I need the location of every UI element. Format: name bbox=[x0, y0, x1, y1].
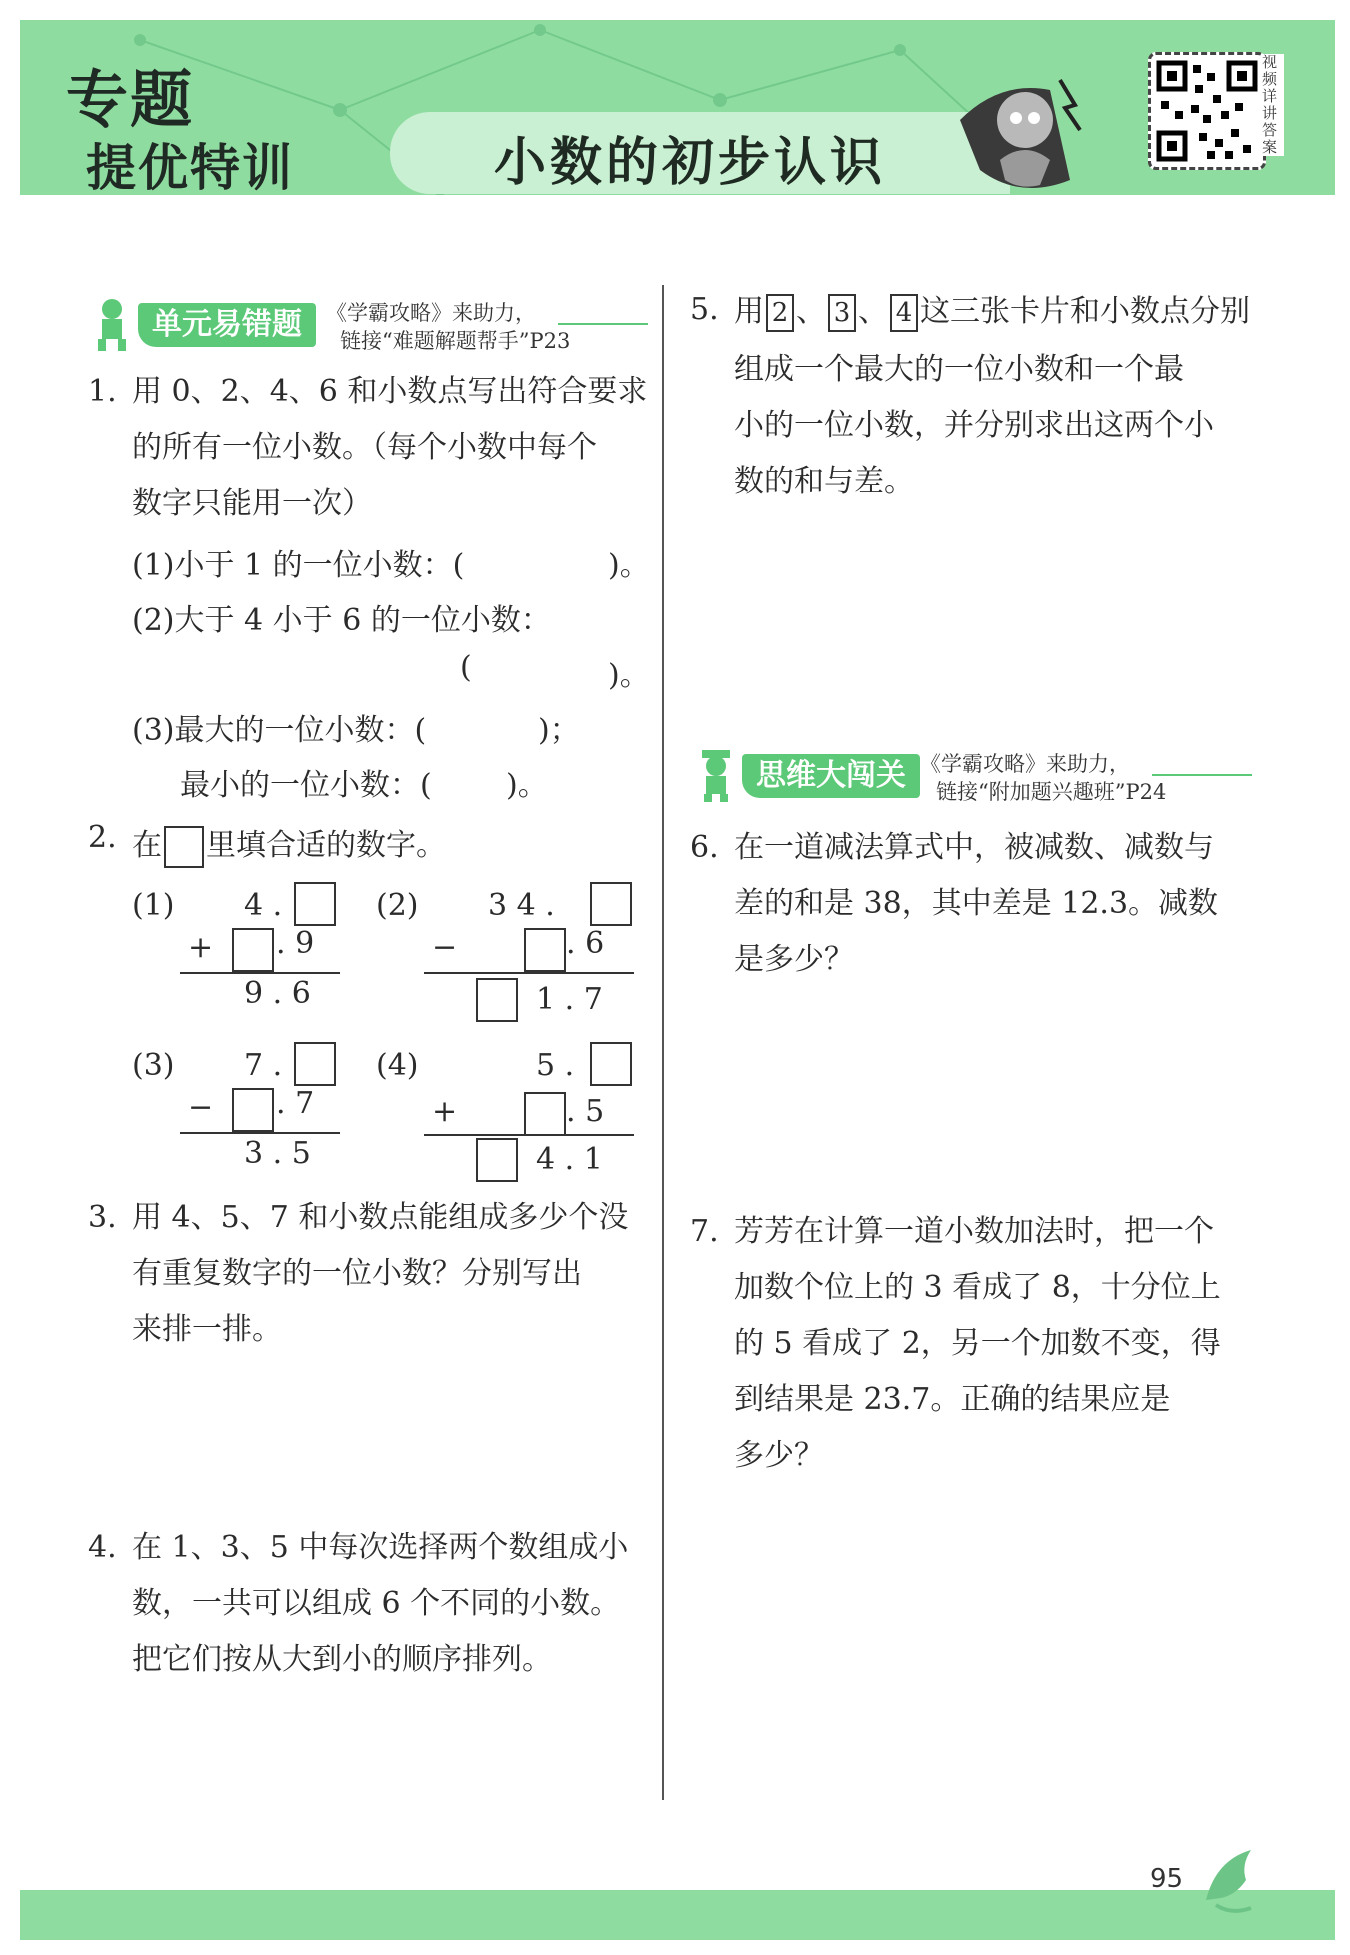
question-number: 4. bbox=[88, 1530, 117, 1565]
q6-line: 在一道减法算式中，被减数、减数与 bbox=[734, 830, 1214, 865]
operator: + bbox=[188, 930, 214, 965]
question-number: 5. bbox=[690, 292, 719, 327]
separator: 、 bbox=[796, 294, 826, 329]
section-badge-label: 思维大闯关 bbox=[742, 754, 920, 798]
question-2-text bbox=[132, 820, 446, 868]
answer-box[interactable] bbox=[524, 1092, 566, 1136]
problem-top: 3 4 . bbox=[488, 888, 555, 923]
problem-second: . 7 bbox=[276, 1086, 315, 1121]
q1-sub2-open: ( bbox=[460, 650, 472, 685]
page-number: 95 bbox=[1150, 1864, 1184, 1894]
runner-mascot-icon bbox=[88, 295, 136, 351]
answer-box[interactable] bbox=[294, 882, 336, 926]
answer-box[interactable] bbox=[590, 882, 632, 926]
question-number: 2. bbox=[88, 820, 117, 855]
separator: 、 bbox=[858, 294, 888, 329]
answer-box[interactable] bbox=[232, 1088, 274, 1132]
sum-line bbox=[180, 972, 340, 974]
question-number: 3. bbox=[88, 1200, 117, 1235]
question-5-first-line bbox=[734, 286, 1250, 332]
answer-box[interactable] bbox=[476, 1138, 518, 1182]
badge-note-line2: 链接“难题解题帮手”P23 bbox=[340, 329, 571, 353]
answer-box[interactable] bbox=[294, 1042, 336, 1086]
badge-rule bbox=[1152, 774, 1252, 776]
problem-result: 3 . 5 bbox=[244, 1136, 311, 1171]
column-divider bbox=[662, 285, 664, 1800]
answer-box[interactable] bbox=[590, 1042, 632, 1086]
q1-line: 用 0、2、4、6 和小数点写出符合要求 bbox=[132, 374, 648, 409]
q3-line: 用 4、5、7 和小数点能组成多少个没 bbox=[132, 1200, 629, 1235]
question-5-text bbox=[734, 342, 1254, 510]
q1-line: 数字只能用一次） bbox=[132, 486, 372, 521]
q1-sub3b-end: )。 bbox=[506, 768, 548, 803]
problem-second: . 6 bbox=[566, 926, 605, 961]
q7-line: 芳芳在计算一道小数加法时，把一个 bbox=[734, 1214, 1214, 1249]
q4-line: 把它们按从大到小的顺序排列。 bbox=[132, 1642, 552, 1677]
q7-line: 的 5 看成了 2，另一个加数不变，得 bbox=[734, 1326, 1221, 1361]
number-card: 4 bbox=[890, 294, 918, 332]
topic-label-line1: 专题 bbox=[66, 63, 195, 136]
section-badge-label: 单元易错题 bbox=[138, 303, 316, 347]
sum-line bbox=[424, 1134, 634, 1136]
qr-pattern bbox=[1151, 55, 1263, 167]
question-number: 7. bbox=[690, 1214, 719, 1249]
problem-top: 7 . bbox=[244, 1048, 283, 1083]
problem-top: 5 . bbox=[536, 1048, 575, 1083]
mascot-character-icon bbox=[940, 60, 1100, 200]
problem-label: (1) bbox=[132, 888, 175, 923]
problem-label: (4) bbox=[376, 1048, 419, 1083]
page-title: 小数的初步认识 bbox=[494, 133, 887, 193]
q1-sub2-close: )。 bbox=[608, 658, 650, 693]
q1-sub2: (2)大于 4 小于 6 的一位小数： bbox=[132, 603, 551, 638]
qr-caption: 视频详讲答案 bbox=[1262, 54, 1284, 156]
problem-result: 1 . 7 bbox=[536, 982, 603, 1017]
q1-sub3a: (3)最大的一位小数：( bbox=[132, 713, 427, 748]
q1-sub1-text: (1)小于 1 的一位小数：( bbox=[132, 548, 465, 583]
problem-second: . 5 bbox=[566, 1094, 605, 1129]
operator: − bbox=[188, 1090, 214, 1125]
answer-box[interactable] bbox=[524, 928, 566, 972]
question-number: 6. bbox=[690, 830, 719, 865]
badge-note-line2: 链接“附加题兴趣班”P24 bbox=[936, 780, 1167, 804]
q4-line: 在 1、3、5 中每次选择两个数组成小 bbox=[132, 1530, 629, 1565]
problem-label: (3) bbox=[132, 1048, 175, 1083]
problem-second: . 9 bbox=[276, 926, 315, 961]
problem-result: 4 . 1 bbox=[536, 1142, 603, 1177]
answer-box[interactable] bbox=[232, 928, 274, 972]
problem-top: 4 . bbox=[244, 888, 283, 923]
answer-box[interactable] bbox=[476, 978, 518, 1022]
q5-line: 小的一位小数，并分别求出这两个小 bbox=[734, 408, 1214, 443]
q2-text-b: 里填合适的数字。 bbox=[206, 828, 446, 863]
q5-pre: 用 bbox=[734, 294, 764, 329]
q3-line: 有重复数字的一位小数？分别写出 bbox=[132, 1256, 582, 1291]
question-1-text bbox=[132, 364, 652, 532]
question-7-text bbox=[734, 1204, 1254, 1484]
sum-line bbox=[424, 972, 634, 974]
detective-mascot-icon bbox=[692, 746, 740, 802]
topic-label-line2: 提优特训 bbox=[86, 139, 294, 197]
question-4-text bbox=[132, 1520, 652, 1688]
qr-code-icon[interactable] bbox=[1148, 52, 1266, 170]
operator: − bbox=[432, 930, 458, 965]
operator: + bbox=[432, 1094, 458, 1129]
question-number: 1. bbox=[88, 374, 117, 409]
q5-line: 组成一个最大的一位小数和一个最 bbox=[734, 352, 1184, 387]
q1-sub1-end: )。 bbox=[608, 548, 650, 583]
problem-label: (2) bbox=[376, 888, 419, 923]
q6-line: 是多少？ bbox=[734, 942, 854, 977]
q3-line: 来排一排。 bbox=[132, 1312, 282, 1347]
badge-rule bbox=[558, 323, 648, 325]
q1-sub3b: 最小的一位小数：( bbox=[180, 768, 432, 803]
problem-result: 9 . 6 bbox=[244, 976, 311, 1011]
dolphin-icon bbox=[1196, 1840, 1266, 1920]
badge-note-line1: 《学霸攻略》来助力， bbox=[920, 752, 1130, 776]
q2-text-a: 在 bbox=[132, 828, 162, 863]
question-6-text bbox=[734, 820, 1254, 988]
section-badge-thinking-challenge bbox=[692, 746, 1252, 806]
footer-band bbox=[20, 1890, 1335, 1940]
q7-line: 多少？ bbox=[734, 1438, 824, 1473]
q4-line: 数，一共可以组成 6 个不同的小数。 bbox=[132, 1586, 621, 1621]
question-3-text bbox=[132, 1190, 652, 1358]
q1-sub3a-end: )； bbox=[538, 713, 580, 748]
q7-line: 到结果是 23.7。正确的结果应是 bbox=[734, 1382, 1171, 1417]
sum-line bbox=[180, 1132, 340, 1134]
q5-post: 这三张卡片和小数点分别 bbox=[920, 294, 1250, 329]
q1-line: 的所有一位小数。（每个小数中每个 bbox=[132, 430, 597, 465]
number-card: 2 bbox=[766, 294, 794, 332]
q7-line: 加数个位上的 3 看成了 8，十分位上 bbox=[734, 1270, 1221, 1305]
q5-line: 数的和与差。 bbox=[734, 464, 914, 499]
badge-note-line1: 《学霸攻略》来助力， bbox=[326, 301, 536, 325]
number-card: 3 bbox=[828, 294, 856, 332]
section-badge-common-mistakes bbox=[88, 295, 648, 355]
q1-sub1 bbox=[132, 540, 464, 584]
answer-box[interactable] bbox=[164, 826, 204, 868]
q6-line: 差的和是 38，其中差是 12.3。减数 bbox=[734, 886, 1219, 921]
